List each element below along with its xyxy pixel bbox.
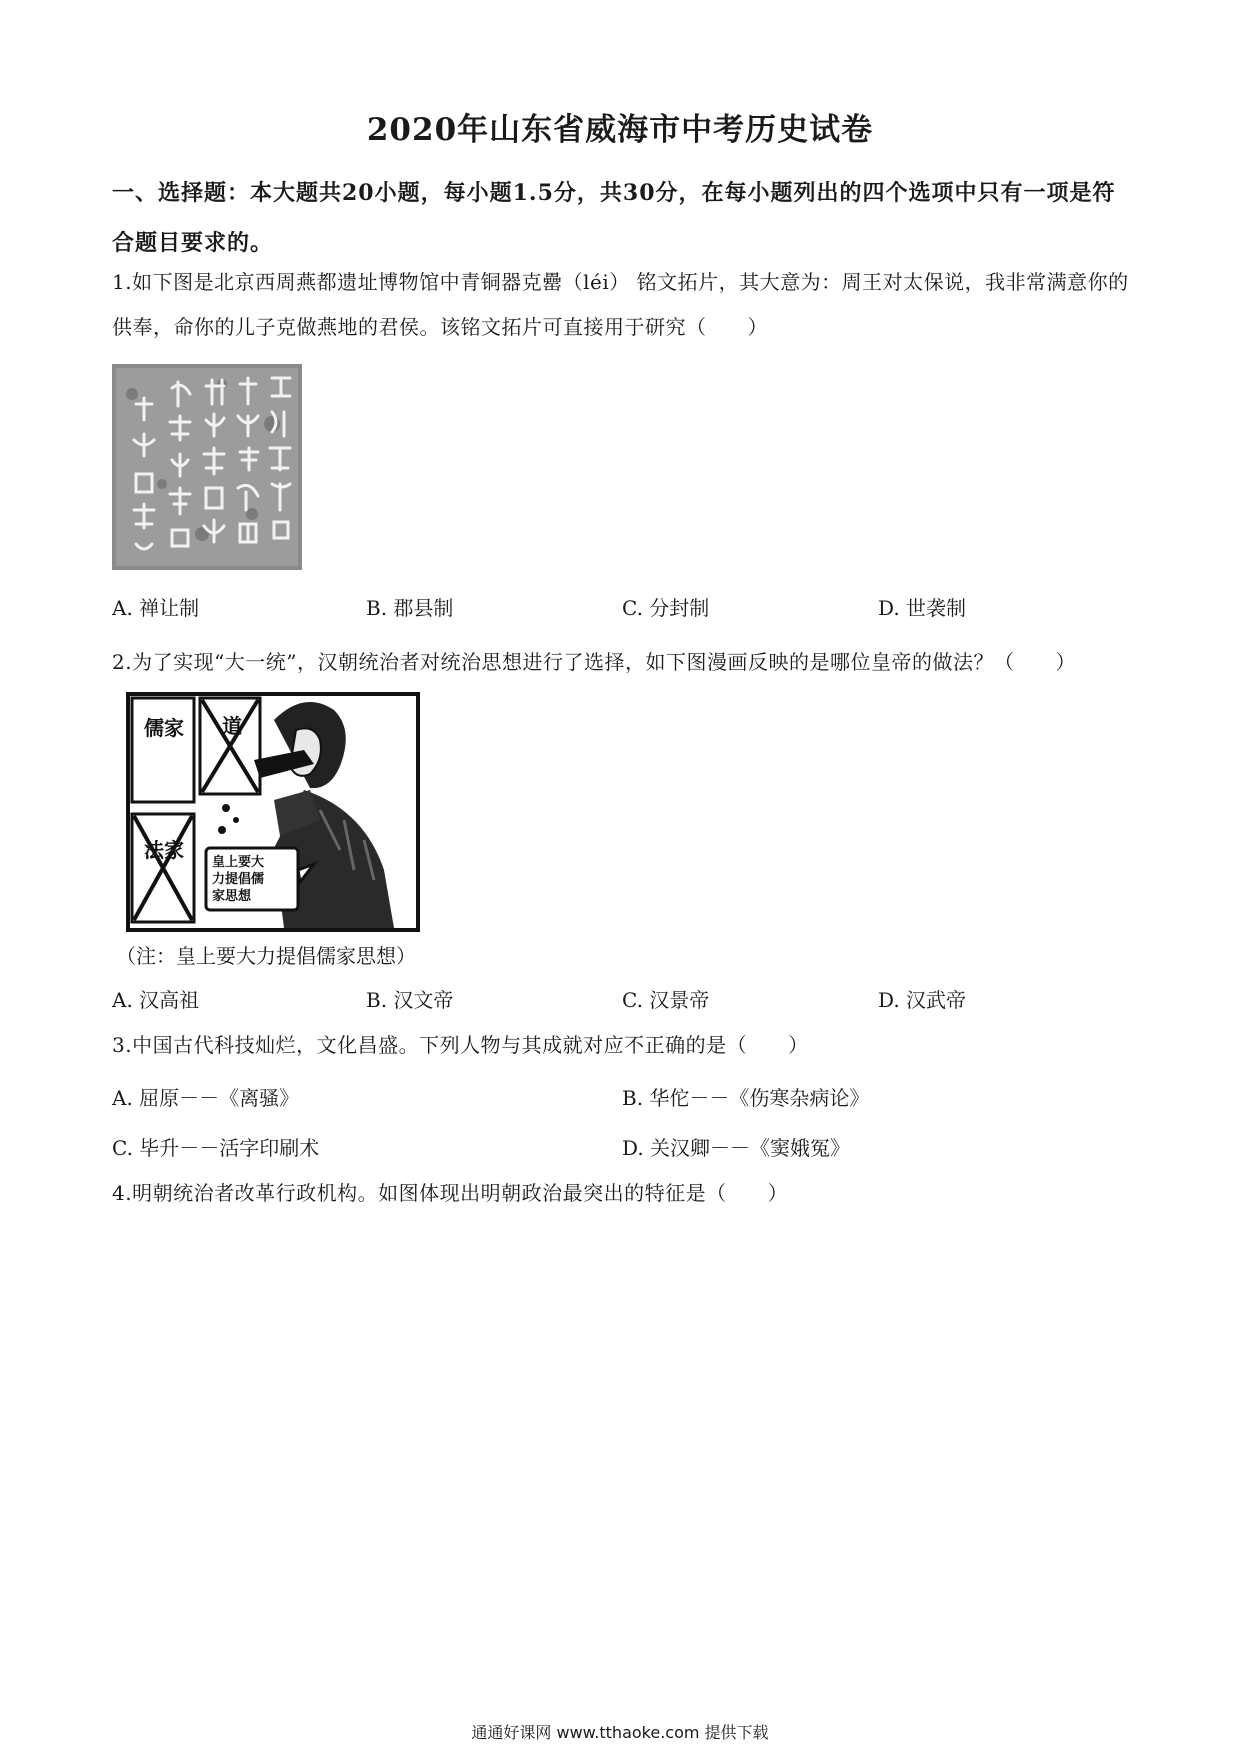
bubble-line-2: 力提倡儒 bbox=[212, 872, 265, 887]
question-3-stem: 3.中国古代科技灿烂，文化昌盛。下列人物与其成就对应不正确的是（ ） bbox=[112, 1033, 809, 1057]
q2-option-c: C. 汉景帝 bbox=[622, 988, 710, 1012]
bubble-line-1: 皇上要大 bbox=[212, 855, 265, 870]
cartoon-label-taoism: 道 bbox=[222, 714, 242, 738]
q2-option-b: B. 汉文帝 bbox=[366, 988, 454, 1012]
page-title: 2020年山东省威海市中考历史试卷 bbox=[366, 112, 874, 148]
question-4-stem: 4.明朝统治者改革行政机构。如图体现出明朝政治最突出的特征是（ ） bbox=[112, 1181, 789, 1205]
bubble-line-3: 家思想 bbox=[212, 889, 252, 904]
cartoon-speech-bubble bbox=[212, 854, 294, 905]
q1-option-c: C. 分封制 bbox=[622, 596, 710, 620]
q3-option-a: A. 屈原－－《离骚》 bbox=[112, 1086, 300, 1110]
section-heading: 一、选择题：本大题共20小题，每小题1.5分，共30分，在每小题列出的四个选项中只有一项是符合题目要求的。 bbox=[112, 180, 1116, 256]
cartoon-label-confucianism: 儒家 bbox=[144, 716, 184, 740]
q1-option-d: D. 世袭制 bbox=[878, 596, 967, 620]
cartoon-caption: （注：皇上要大力提倡儒家思想） bbox=[116, 944, 416, 968]
emperor-cartoon-image bbox=[124, 690, 430, 938]
q1-option-b: B. 郡县制 bbox=[366, 596, 454, 620]
question-2-stem: 2.为了实现“大一统”，汉朝统治者对统治思想进行了选择，如下图漫画反映的是哪位皇帝的做法？（ ） bbox=[112, 650, 1077, 674]
cartoon-label-legalism: 法家 bbox=[144, 838, 184, 862]
q2-option-d: D. 汉武帝 bbox=[878, 988, 967, 1012]
q3-option-d: D. 关汉卿－－《窦娥冤》 bbox=[622, 1136, 851, 1160]
q3-option-b: B. 华佗－－《伤寒杂病论》 bbox=[622, 1086, 870, 1110]
q2-option-a: A. 汉高祖 bbox=[112, 988, 200, 1012]
page-footer: 通通好课网 www.tthaoke.com 提供下载 bbox=[471, 1723, 769, 1742]
q1-option-a: A. 禅让制 bbox=[112, 596, 200, 620]
inscription-rubbing-image bbox=[112, 364, 302, 570]
q3-option-c: C. 毕升－－活字印刷术 bbox=[112, 1136, 320, 1160]
question-1-stem: 1.如下图是北京西周燕都遗址博物馆中青铜器克罍（léi） 铭文拓片，其大意为：周王对太保说，我非常满意你的供奉，命你的儿子克做燕地的君侯。该铭文拓片可直接用于研究（ ） bbox=[112, 270, 1129, 339]
